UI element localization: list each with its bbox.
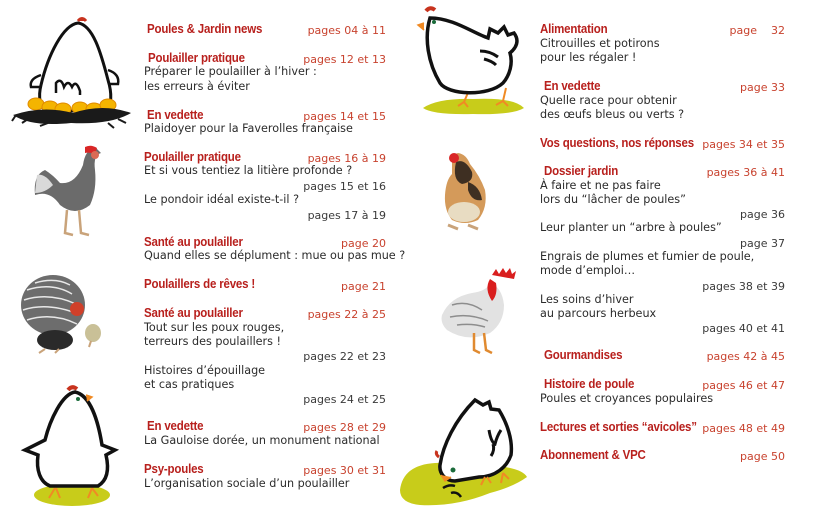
section-heading[interactable]: Santé au poulailler: [144, 306, 243, 320]
page-reference: page 32: [729, 24, 785, 37]
page-reference: pages 34 et 35: [702, 138, 785, 151]
section-heading[interactable]: Poulailler pratique: [148, 51, 245, 65]
article-title: Le pondoir idéal existe-t-il ?: [144, 193, 300, 206]
article-title: Quelle race pour obtenir: [540, 94, 677, 107]
article-title: mode d’emploi…: [540, 264, 636, 277]
page-reference: pages 16 à 19: [307, 152, 386, 165]
page-reference: pages 42 à 45: [706, 350, 785, 363]
article-title: Plaidoyer pour la Faverolles française: [144, 122, 353, 135]
cartoon-hen-pecking-icon: [395, 395, 530, 510]
article-title: lors du “lâcher de poules”: [540, 193, 686, 206]
section-heading[interactable]: Santé au poulailler: [144, 235, 243, 249]
article-title: Leur planter un “arbre à poules”: [540, 221, 722, 234]
section-heading[interactable]: Poulailler pratique: [144, 150, 241, 164]
section-heading[interactable]: Alimentation: [540, 22, 608, 36]
photo-speckled-hen-icon: [25, 145, 110, 240]
article-title: À faire et ne pas faire: [540, 179, 661, 192]
section-heading[interactable]: Lectures et sorties “avicoles”: [540, 420, 697, 434]
article-title: Les soins d’hiver: [540, 293, 634, 306]
article-title: au parcours herbeux: [540, 307, 657, 320]
article-title: Citrouilles et potirons: [540, 37, 660, 50]
article-title: L’organisation sociale d’un poulailler: [144, 477, 350, 490]
section-heading[interactable]: Vos questions, nos réponses: [540, 136, 694, 150]
section-heading[interactable]: Psy-poules: [144, 462, 204, 476]
page-reference: pages 48 et 49: [702, 422, 785, 435]
cartoon-hen-standing-icon: [10, 380, 125, 510]
section-heading[interactable]: Poules & Jardin news: [147, 22, 263, 36]
page-reference: pages 40 et 41: [702, 322, 785, 335]
article-title: et cas pratiques: [144, 378, 235, 391]
section-heading[interactable]: Gourmandises: [544, 348, 623, 362]
page-reference: pages 14 et 15: [303, 110, 386, 123]
article-title: terreurs des poulaillers !: [144, 335, 282, 348]
page-reference: pages 22 à 25: [307, 308, 386, 321]
article-title: Histoires d’épouillage: [144, 364, 266, 377]
photo-white-rooster-icon: [432, 265, 517, 360]
page-reference: page 36: [740, 208, 785, 221]
page-reference: pages 15 et 16: [303, 180, 386, 193]
cartoon-hen-on-nest-icon: [8, 15, 133, 130]
page-reference: pages 22 et 23: [303, 350, 386, 363]
page-reference: pages 17 à 19: [307, 209, 386, 222]
section-heading[interactable]: Histoire de poule: [544, 377, 635, 391]
article-title: Engrais de plumes et fumier de poule,: [540, 250, 755, 263]
section-heading[interactable]: Poulaillers de rêves !: [144, 277, 256, 291]
page-reference: pages 28 et 29: [303, 421, 386, 434]
page-reference: pages 38 et 39: [702, 280, 785, 293]
section-heading[interactable]: En vedette: [147, 419, 204, 433]
photo-buff-hen-icon: [440, 150, 510, 235]
page-reference: pages 36 à 41: [706, 166, 785, 179]
article-title: Poules et croyances populaires: [540, 392, 714, 405]
page-reference: page 50: [740, 450, 785, 463]
article-title: Tout sur les poux rouges,: [144, 321, 285, 334]
section-heading[interactable]: Dossier jardin: [544, 164, 619, 178]
section-heading[interactable]: En vedette: [544, 79, 601, 93]
page-reference: page 21: [341, 280, 386, 293]
page-reference: pages 24 et 25: [303, 393, 386, 406]
page-reference: page 33: [740, 81, 785, 94]
page-reference: pages 04 à 11: [307, 24, 386, 37]
article-title: Et si vous tentiez la litière profonde ?: [144, 164, 353, 177]
article-title: Quand elles se déplument : mue ou pas mue ?: [144, 249, 406, 262]
page-reference: page 37: [740, 237, 785, 250]
photo-barred-hen-icon: [15, 265, 110, 355]
article-title: pour les régaler !: [540, 51, 637, 64]
article-title: des œufs bleus ou verts ?: [540, 108, 685, 121]
article-title: Préparer le poulailler à l’hiver :: [144, 65, 317, 78]
page-reference: pages 12 et 13: [303, 53, 386, 66]
cartoon-hen-walking-icon: [418, 3, 528, 115]
page-reference: page 20: [341, 237, 386, 250]
page-reference: pages 30 et 31: [303, 464, 386, 477]
article-title: les erreurs à éviter: [144, 80, 250, 93]
page-reference: pages 46 et 47: [702, 379, 785, 392]
section-heading[interactable]: Abonnement & VPC: [540, 448, 646, 462]
section-heading[interactable]: En vedette: [147, 108, 204, 122]
article-title: La Gauloise dorée, un monument national: [144, 434, 380, 447]
